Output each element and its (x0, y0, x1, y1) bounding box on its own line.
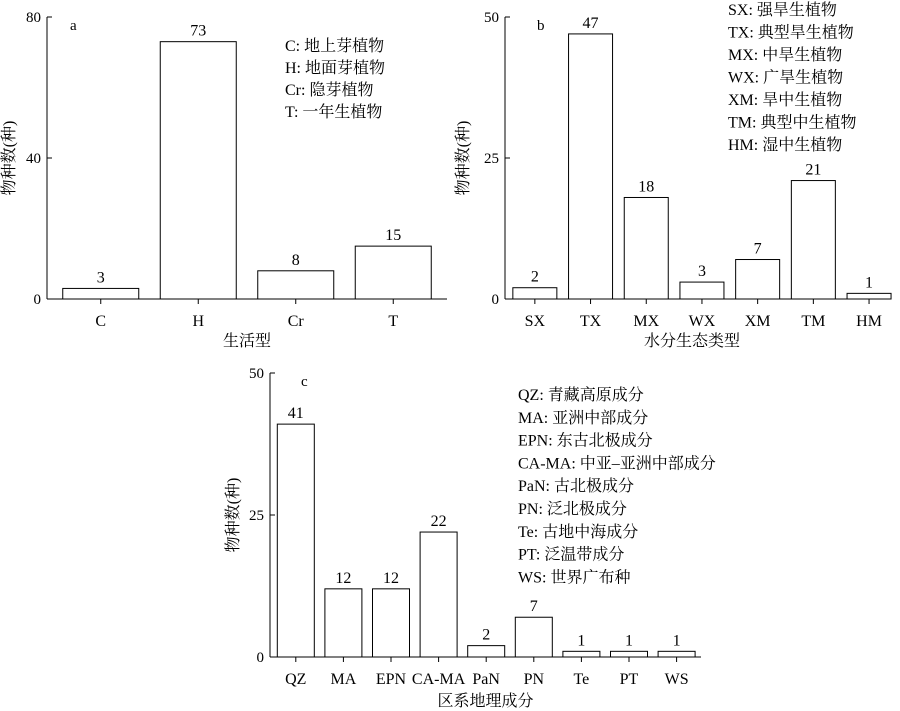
value-label-C: 3 (96, 269, 105, 287)
legend-entry: Te: 古地中海成分 (518, 523, 639, 541)
bar-Cr (258, 271, 334, 299)
panel-letter: a (70, 18, 77, 34)
legend-entry: PN: 泛北极成分 (518, 501, 627, 518)
y-tick-label: 50 (249, 366, 264, 382)
x-axis-label: 水分生态类型 (643, 333, 741, 350)
y-tick-label: 0 (33, 292, 41, 308)
x-axis-label: 生活型 (222, 333, 272, 350)
value-label-EPN: 12 (383, 569, 399, 587)
y-tick-label: 25 (249, 508, 264, 524)
y-tick-label: 0 (256, 650, 264, 666)
bar-PaN (468, 646, 505, 657)
value-label-SX: 2 (530, 268, 539, 286)
category-label-MX: MX (633, 313, 660, 330)
legend-entry: QZ: 青藏高原成分 (518, 387, 644, 404)
category-label-QZ: QZ (285, 671, 307, 688)
legend-entry: WS: 世界广布种 (518, 569, 631, 587)
value-label-PN: 7 (529, 598, 538, 616)
category-label-T: T (388, 313, 399, 330)
category-label-WS: WS (664, 671, 689, 688)
category-label-PaN: PaN (472, 671, 500, 688)
value-label-HM: 1 (865, 274, 874, 292)
bar-WS (658, 651, 695, 657)
bar-TM (791, 181, 835, 299)
bar-H (160, 42, 236, 299)
value-label-XM: 7 (753, 240, 762, 258)
legend-entry: C: 地上芽植物 (285, 38, 385, 55)
y-tick-label: 40 (26, 151, 41, 167)
category-label-Te: Te (573, 671, 590, 688)
value-label-TM: 21 (805, 161, 822, 179)
value-label-WS: 1 (672, 632, 681, 650)
category-label-HM: HM (856, 313, 882, 330)
value-label-MX: 18 (638, 178, 655, 196)
category-label-XM: XM (744, 313, 771, 330)
chart-panel-a (0, 10, 447, 350)
y-tick-label: 0 (491, 292, 499, 308)
y-tick-label: 25 (484, 151, 499, 167)
category-label-H: H (192, 313, 205, 330)
legend-entry: XM: 旱中生植物 (728, 92, 843, 109)
legend-entry: PaN: 古北极成分 (518, 478, 635, 496)
bar-HM (847, 293, 891, 299)
bar-XM (736, 260, 780, 299)
y-axis-label: 物种数(种) (455, 120, 472, 196)
bar-Te (563, 651, 600, 657)
value-label-H: 73 (190, 22, 207, 40)
y-axis-label: 物种数(种) (225, 477, 242, 553)
legend-entry: TM: 典型中生植物 (728, 114, 857, 132)
bar-PN (515, 617, 552, 657)
value-label-QZ: 41 (287, 405, 304, 423)
bar-TX (569, 34, 613, 299)
bar-SX (513, 288, 557, 299)
legend-entry: T: 一年生植物 (285, 104, 383, 121)
legend-entry: WX: 广旱生植物 (728, 69, 844, 87)
category-label-PT: PT (619, 671, 639, 688)
category-label-Cr: Cr (287, 313, 304, 330)
value-label-PT: 1 (625, 632, 633, 650)
value-label-WX: 3 (697, 263, 706, 281)
category-label-SX: SX (524, 313, 546, 330)
bar-C (63, 288, 139, 299)
category-label-TM: TM (801, 313, 826, 330)
chart-panel-b (454, 1, 891, 350)
legend-entry: EPN: 东古北极成分 (518, 432, 653, 450)
category-label-CA-MA: CA-MA (411, 671, 466, 688)
category-label-TX: TX (579, 313, 602, 330)
legend-entry: MA: 亚洲中部成分 (518, 409, 649, 427)
legend-entry: PT: 泛温带成分 (518, 546, 625, 564)
legend-entry: Cr: 隐芽植物 (285, 82, 374, 99)
panel-letter: c (301, 374, 308, 390)
y-tick-label: 80 (26, 10, 41, 26)
category-label-C: C (95, 313, 107, 330)
bar-CA-MA (420, 532, 457, 657)
chart-panel-c (224, 366, 716, 710)
value-label-MA: 12 (335, 569, 352, 587)
value-label-T: 15 (385, 227, 402, 245)
bar-EPN (373, 589, 410, 657)
bar-MX (624, 197, 668, 299)
y-tick-label: 50 (484, 10, 499, 26)
category-label-MA: MA (330, 671, 357, 688)
category-label-WX: WX (688, 313, 716, 330)
y-axis-label: 物种数(种) (1, 120, 18, 196)
panel-letter: b (537, 18, 545, 34)
legend-entry: CA-MA: 中亚–亚洲中部成分 (518, 455, 716, 473)
bar-T (355, 246, 431, 299)
bar-MA (325, 589, 362, 657)
legend-entry: MX: 中旱生植物 (728, 47, 843, 64)
x-axis-label: 区系地理成分 (437, 693, 534, 710)
category-label-EPN: EPN (375, 671, 407, 688)
bar-PT (611, 651, 648, 657)
category-label-PN: PN (523, 671, 545, 688)
bar-WX (680, 282, 724, 299)
legend-entry: H: 地面芽植物 (285, 60, 386, 77)
legend-entry: SX: 强旱生植物 (728, 2, 837, 19)
value-label-Te: 1 (577, 632, 586, 650)
value-label-PaN: 2 (482, 626, 491, 644)
value-label-CA-MA: 22 (430, 513, 447, 531)
legend-entry: HM: 湿中生植物 (728, 137, 843, 154)
value-label-Cr: 8 (291, 251, 300, 269)
bar-QZ (277, 424, 314, 657)
value-label-TX: 47 (582, 14, 599, 32)
legend-entry: TX: 典型旱生植物 (728, 24, 854, 42)
